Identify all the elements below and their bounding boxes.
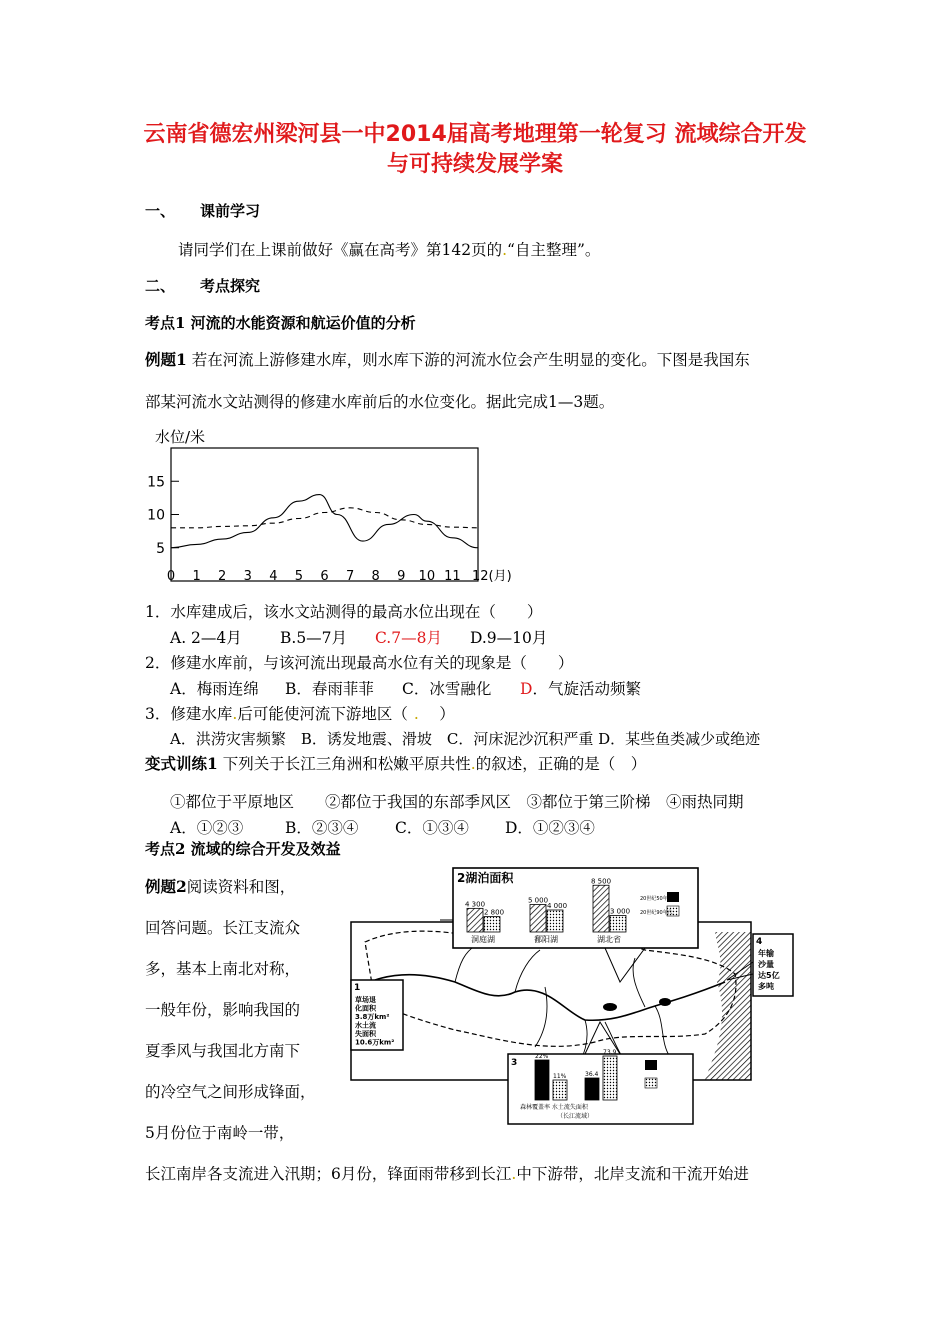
box1-text-line: 草场退 xyxy=(355,996,376,1004)
x-tick-label: 3 xyxy=(243,569,252,584)
section1-body: 请同学们在上课前做好《赢在高考》第142页的.“自主整理”。 xyxy=(178,241,601,259)
box4-text-line: 年输 xyxy=(758,949,774,958)
variant1-items: ①都位于平原地区 ②都位于我国的东部季风区 ③都位于第三阶梯 ④雨热同期 xyxy=(170,793,744,811)
x-tick-label: 4 xyxy=(269,569,278,584)
box3-bar-label: 73.9 xyxy=(603,1049,617,1056)
chart-xlabel: 12(月) xyxy=(472,569,512,584)
x-tick-label: 5 xyxy=(294,569,304,584)
variant1-option-c: C．①③④ xyxy=(395,819,469,837)
lake-value-90s: 2 800 xyxy=(484,908,505,917)
box3-caption2: （长江流域） xyxy=(557,1113,594,1120)
box3-bar-label: 11% xyxy=(553,1073,567,1080)
box1-text-line: 10.6万km² xyxy=(355,1038,395,1047)
variant1-options xyxy=(170,816,595,838)
box3-caption: 森林覆盖率 水土流失面积 xyxy=(520,1104,588,1111)
q2-option-b: B．春雨菲菲 xyxy=(285,680,374,698)
chart-frame xyxy=(171,448,478,581)
q1-options xyxy=(170,626,547,648)
example2-line7: 5月份位于南岭一带， xyxy=(145,1124,295,1142)
box3-bar xyxy=(603,1056,617,1100)
tributaries xyxy=(455,946,670,1067)
lake-value-90s: 4 000 xyxy=(547,902,568,910)
lake-name: 湖北省 xyxy=(597,935,621,944)
box4-text-line: 沙量 xyxy=(758,960,774,969)
lake-name: 洞庭湖 xyxy=(471,935,495,944)
box3-bar-label: 36.4 xyxy=(585,1071,599,1078)
x-tick-label: 7 xyxy=(345,569,355,584)
variant1-option-d: D．①②③④ xyxy=(505,819,595,837)
series-before-reservoir xyxy=(171,508,478,528)
x-tick-label: 11 xyxy=(444,569,461,584)
kaodian1-heading: 考点1 河流的水能资源和航运价值的分析 xyxy=(145,314,416,332)
box1-text-line: 3.8万km² xyxy=(355,1013,390,1021)
section1-heading: 课前学习 xyxy=(200,202,261,220)
q2-option-a: A．梅雨连绵 xyxy=(170,680,259,698)
lake-marker-poyang xyxy=(659,998,671,1006)
page-title-line2: 与可持续发展学案 xyxy=(386,152,563,177)
lake-value-90s: 3 000 xyxy=(610,907,631,916)
lake-name: 鄱阳湖 xyxy=(534,935,558,944)
yangtze-basin-map xyxy=(345,862,800,1127)
lake-value-50s: 8 500 xyxy=(591,877,612,886)
page-title-line1: 云南省德宏州梁河县一中2014届高考地理第一轮复习 流域综合开发 xyxy=(143,122,807,147)
x-tick-label: 0 xyxy=(166,569,176,584)
q1-option-a: A. 2—4月 xyxy=(170,629,242,647)
q3-options: A．洪涝灾害频繁 B．诱发地震、滑坡 C．河床泥沙沉积严重 D．某些鱼类减少或绝迹 xyxy=(170,730,761,748)
q1-option-b: B.5—7月 xyxy=(280,629,348,647)
box3-legend-90s xyxy=(645,1078,657,1088)
x-tick-label: 8 xyxy=(371,569,380,584)
box2-title: 2湖泊面积 xyxy=(457,871,514,885)
y-tick-label: 15 xyxy=(147,474,165,491)
water-level-chart xyxy=(140,420,530,590)
box3-bar xyxy=(553,1080,567,1100)
box3-bar xyxy=(535,1060,549,1100)
example2-line5: 夏季风与我国北方南下 xyxy=(145,1042,301,1060)
box4-number: 4 xyxy=(756,937,763,947)
box1-text-line: 失面积 xyxy=(355,1030,376,1038)
legend-90s-label: 20世纪90年代 xyxy=(640,910,673,916)
lake-bar-50s xyxy=(593,885,609,932)
section1-number: 一、 xyxy=(145,202,176,220)
box4-text-line: 达5亿 xyxy=(758,971,780,980)
example2-line3: 多，基本上南北对称， xyxy=(145,960,301,978)
example2-line4: 一般年份，影响我国的 xyxy=(145,1001,301,1019)
lake-bar-90s xyxy=(610,916,626,933)
section2-heading: 考点探究 xyxy=(200,277,261,295)
lake-value-50s: 5 000 xyxy=(528,896,549,905)
lake-bar-90s xyxy=(547,910,563,932)
q2-stem: 2．修建水库前，与该河流出现最高水位有关的现象是（ ） xyxy=(145,654,574,672)
q2-option-c: C．冰雪融化 xyxy=(402,680,492,698)
kaodian2-heading: 考点2 流域的综合开发及效益 xyxy=(145,840,341,858)
yangtze-main-river xyxy=(375,975,725,1021)
box1-number: 1 xyxy=(354,983,361,993)
x-tick-label: 1 xyxy=(192,569,201,584)
variant1-stem: 变式训练1 下列关于长江三角洲和松嫩平原共性.的叙述，正确的是（ ） xyxy=(145,754,647,773)
lake-value-50s: 4 300 xyxy=(465,900,486,909)
lake-marker-dongting xyxy=(603,1003,617,1011)
box2-callout xyxy=(605,948,645,982)
variant1-option-b: B．②③④ xyxy=(285,819,359,837)
variant1-option-a: A．①②③ xyxy=(170,819,244,837)
example1-line2: 部某河流水文站测得的修建水库前后的水位变化。据此完成1—3题。 xyxy=(145,393,615,411)
example2-last-line: 长江南岸各支流进入汛期；6月份，锋面雨带移到长江.中下游带，北岸支流和干流开始进 xyxy=(145,1165,749,1183)
q3-stem: 3．修建水库.后可能使河流下游地区（ . ） xyxy=(145,705,455,723)
q1-option-c: C.7—8月 xyxy=(375,629,442,647)
box3-number: 3 xyxy=(511,1058,518,1068)
q1-option-d: D.9—10月 xyxy=(470,629,548,647)
lake-bar-50s xyxy=(530,905,546,933)
box3-legend-50s xyxy=(645,1060,657,1070)
box4-text-line: 多吨 xyxy=(758,982,774,991)
x-tick-label: 6 xyxy=(320,569,329,584)
x-tick-label: 2 xyxy=(218,569,227,584)
series-after-reservoir xyxy=(171,495,478,548)
legend-50s-label: 20世纪50年代 xyxy=(640,896,673,902)
box3-bar xyxy=(585,1078,599,1100)
q1-stem: 1．水库建成后，该水文站测得的最高水位出现在（ ） xyxy=(145,603,543,621)
x-tick-label: 10 xyxy=(418,569,436,584)
q2-option-d: D．气旋活动频繁 xyxy=(520,680,641,698)
chart-ylabel: 水位/米 xyxy=(155,428,206,446)
box1-text-line: 水土流 xyxy=(355,1021,376,1030)
example2-line1: 例题2阅读资料和图， xyxy=(145,877,296,896)
example2-line6: 的冷空气之间形成锋面， xyxy=(145,1083,316,1101)
example1-line1: 例题1 若在河流上游修建水库，则水库下游的河流水位会产生明显的变化。下图是我国东 xyxy=(145,350,750,369)
box3-bar-label: 22% xyxy=(535,1053,549,1060)
q2-options xyxy=(170,677,641,699)
lake-bar-50s xyxy=(467,908,483,932)
sea-area xyxy=(705,932,751,1080)
section2-number: 二、 xyxy=(145,277,176,295)
x-tick-label: 9 xyxy=(397,569,406,584)
y-tick-label: 10 xyxy=(147,507,165,524)
lake-bar-90s xyxy=(484,917,500,932)
y-tick-label: 5 xyxy=(156,540,165,557)
box1-text-line: 化面积 xyxy=(355,1004,376,1013)
example2-line2: 回答问题。长江支流众 xyxy=(145,919,301,937)
